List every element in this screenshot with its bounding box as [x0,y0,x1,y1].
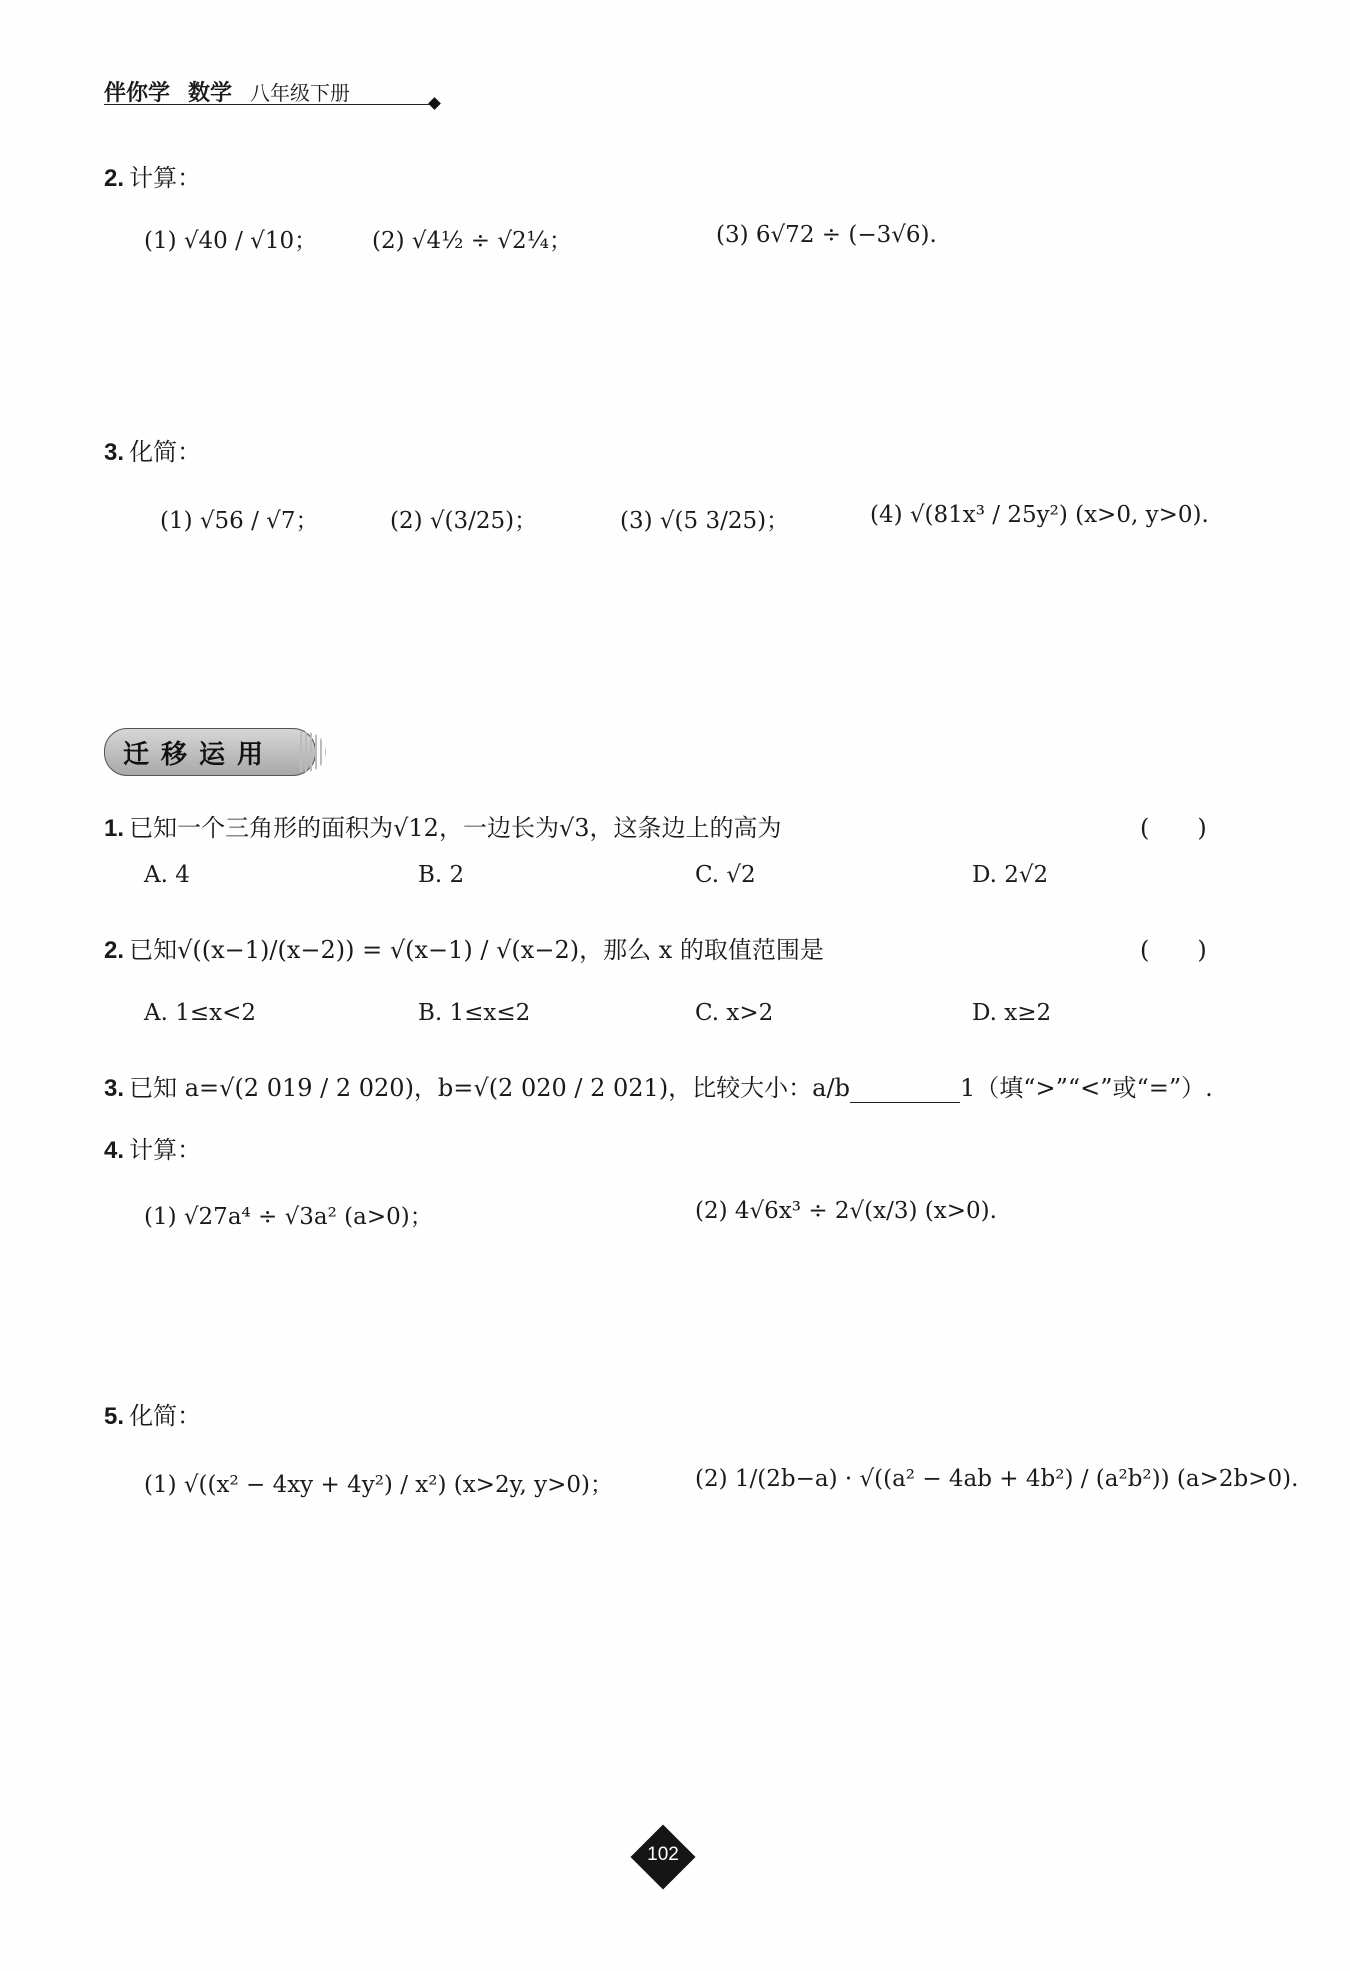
p2-question-5: 5. 化简： [104,1402,202,1430]
section-title: 迁移运用 [123,740,276,770]
p2-question-4: 4. 计算： [104,1136,202,1164]
option-a: A. 1≤x<2 [144,1000,257,1026]
option-c: C. √2 [695,862,756,888]
p2-question-2: 2. 已知√((x−1)/(x−2)) = √(x−1) / √(x−2)，那么 x 的取值范围是 [104,936,824,964]
q2-item-2: (2) √4½ ÷ √2¼； [372,228,572,254]
q5-item-2: (2) 1/(2b−a) · √((a² − 4ab + 4b²) / (a²b²)) (a>2b>0). [695,1466,1299,1492]
q4-item-2: (2) 4√6x³ ÷ 2√(x/3) (x>0). [695,1198,997,1224]
option-a: A. 4 [144,862,190,888]
q3-item-3: (3) √(5 3/25)； [620,508,790,534]
option-d: D. 2√2 [972,862,1049,888]
option-d: D. x≥2 [972,1000,1052,1026]
p2-question-1: 1. 已知一个三角形的面积为√12，一边长为√3，这条边上的高为 [104,814,782,842]
option-b: B. 1≤x≤2 [418,1000,531,1026]
answer-blank[interactable] [850,1080,960,1103]
page-number: 102 [647,1844,679,1865]
question-3: 3. 化简： [104,438,202,466]
q4-item-1: (1) √27a⁴ ÷ √3a² (a>0)； [144,1204,433,1230]
running-header [104,76,350,107]
section-badge [104,728,316,776]
header-rule [104,104,434,105]
q3-item-4: (4) √(81x³ / 25y²) (x>0, y>0). [870,502,1209,528]
section-stripes-icon [300,732,326,772]
brand: 伴你学 [104,81,171,106]
option-c: C. x>2 [695,1000,774,1026]
option-b: B. 2 [418,862,465,888]
answer-paren: ( ) [1140,936,1207,964]
q3-item-1: (1) √56 / √7； [160,508,319,534]
p2-question-3: 3. 已知 a=√(2 019 / 2 020)，b=√(2 020 / 2 021)，比较大小：a/b 1（填“>”“<”或“=”）. [104,1074,1213,1102]
subject: 数学 [188,81,233,106]
q3-item-2: (2) √(3/25)； [390,508,538,534]
answer-paren: ( ) [1140,814,1207,842]
grade: 八年级下册 [250,81,351,105]
q2-item-3: (3) 6√72 ÷ (−3√6). [716,222,937,248]
q5-item-1: (1) √((x² − 4xy + 4y²) / x²) (x>2y, y>0)； [144,1472,614,1498]
question-2: 2. 计算： [104,164,202,192]
header-diamond-icon [428,97,441,110]
q2-item-1: (1) √40 / √10； [144,228,318,254]
